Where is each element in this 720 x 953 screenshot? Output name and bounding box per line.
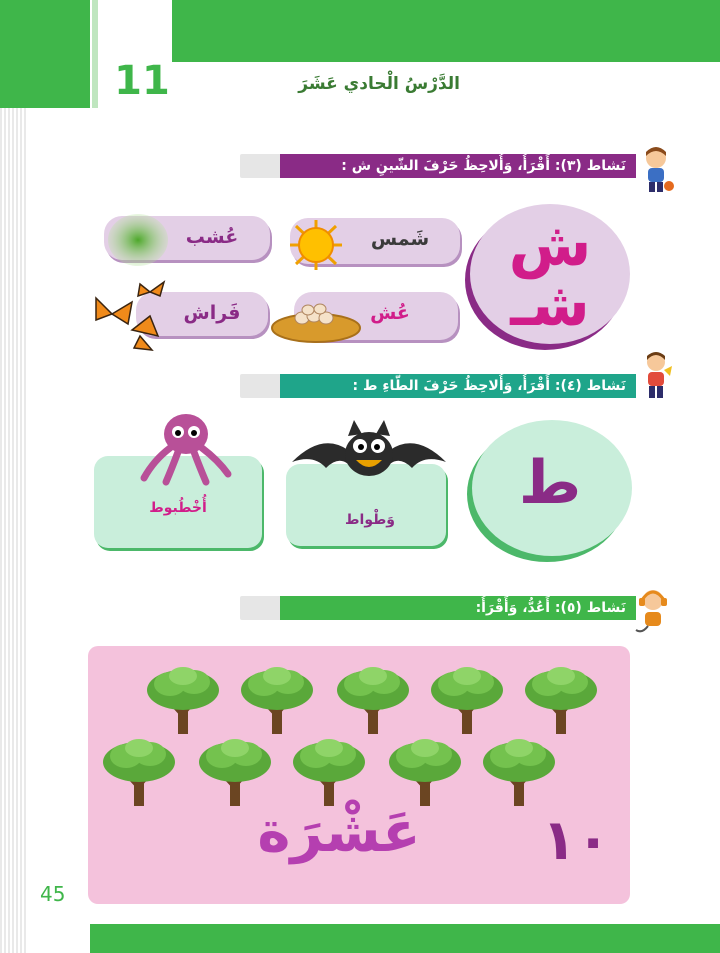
butterfly-icon: [88, 274, 174, 354]
word-watwat: وَطْواط: [344, 512, 395, 528]
letter-shin-isolated: ش: [508, 210, 592, 280]
word-okhtubut: أُخْطُبوط: [149, 500, 207, 516]
word-shams: شَمس: [370, 228, 430, 250]
page-edge: [0, 0, 26, 953]
octopus-icon: [136, 408, 234, 488]
tree-icon: [480, 736, 558, 808]
letter-shin-initial: شـ: [510, 270, 590, 340]
nest-icon: [270, 296, 362, 344]
tree-icon: [428, 664, 506, 736]
tree-icon: [238, 664, 316, 736]
number-ten: ١٠: [541, 808, 611, 873]
header-stitch: [100, 0, 102, 108]
number-word-ashara: عَشْرَة: [257, 800, 421, 865]
header-strip: [92, 0, 98, 108]
sun-icon: [284, 218, 348, 272]
tree-icon: [386, 736, 464, 808]
bat-icon: [292, 420, 446, 486]
kid-headphones-icon: [634, 586, 672, 636]
kid-bell-icon: [638, 350, 674, 400]
letter-taa: ط: [518, 448, 582, 518]
footer-bar: [90, 924, 720, 953]
word-ushb: عُشب: [185, 226, 239, 248]
word-ush: عُش: [370, 302, 410, 324]
lesson-number: 11: [114, 58, 170, 104]
tree-icon: [290, 736, 368, 808]
tree-icon: [196, 736, 274, 808]
tree-icon: [100, 736, 178, 808]
grass-icon: [106, 210, 170, 270]
kid-basketball-icon: [636, 146, 676, 194]
activity-3-title: نَشاط (٣): أَقْرَأُ، وَأُلاحِظُ حَرْفَ الشّينِ ش :: [280, 154, 636, 178]
activity-5-title: نَشاط (٥): أَعُدُّ، وَأَقْرَأُ:: [280, 596, 636, 620]
page-number: 45: [40, 882, 66, 906]
tree-icon: [144, 664, 222, 736]
tree-icon: [334, 664, 412, 736]
tree-icon: [522, 664, 600, 736]
activity-4-title: نَشاط (٤): أَقْرَأُ، وَأُلاحِظُ حَرْفَ الطّاءِ ط :: [280, 374, 636, 398]
word-farash: فَراش: [183, 302, 241, 324]
lesson-title: الدَّرْسُ الْحادي عَشَرَ: [298, 74, 460, 94]
